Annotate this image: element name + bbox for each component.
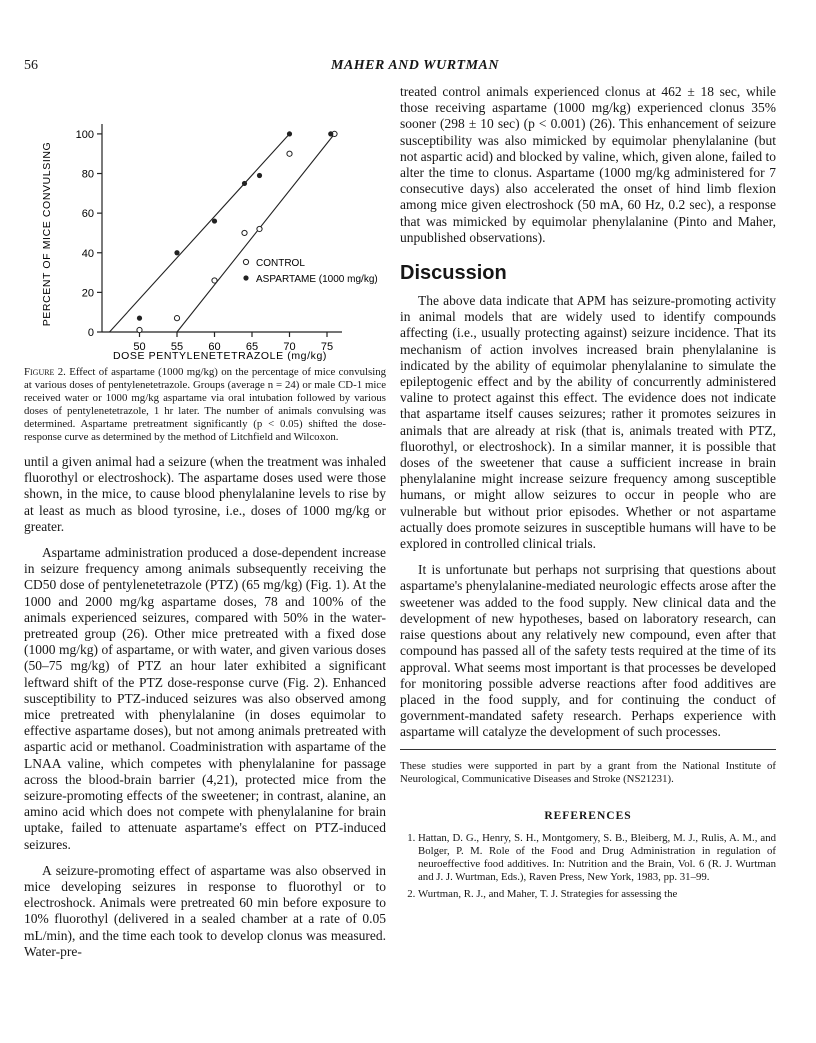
reference-item: 1. Hattan, D. G., Henry, S. H., Montgomery, S. B., Bleiberg, M. J., Rulis, A. M., and Bolger, P. M. Role of the Food and Drug Administration in regulation of neuroeffective food additives. In: Nutrition and the Brain, Vol. 6 (R. J. Wurtman and J. J. Wurtman, Eds.), Raven Press, New York, 1983, pp. 31–99. <box>418 832 776 884</box>
paragraph: The above data indicate that APM has seizure-promoting activity in animal models that are widely used to identify compounds affecting (i.e., usually protecting against) seizure incidence. That its mechanism of action involves increased brain phenylalanine is indicated by the ability of equimolar phenylalanine to simulate the epileptogenic effect and by the ability of concurrently administered valine to protect against this effect. The evidence does not indicate that aspartame itself causes seizures; rather it promotes seizures in animals that are already at risk (that is, animals treated with PTZ, fluorothyl, or electroshock). In a similar manner, it is possible that doses of the sweetener that cause a sufficient increase in brain phenylalanine might increase seizure frequency among susceptible humans, or might allow seizures to occur in people who are vulnerable but without prior episodes. Whether or not aspartame actually does promote seizures in susceptible humans will have to be explored in controlled clinical trials. <box>400 293 776 552</box>
x-axis-label: DOSE PENTYLENETETRAZOLE (mg/kg) <box>112 350 328 362</box>
acknowledgment: These studies were supported in part by a grant from the National Institute of Neurological, Communicative Diseases and Stroke (NS21231). <box>400 749 776 786</box>
y-tick-label: 0 <box>87 327 94 339</box>
references-heading: REFERENCES <box>544 809 632 822</box>
x-tick-label: 65 <box>245 341 259 353</box>
aspartame-data-point <box>328 131 333 136</box>
legend-control-label: CONTROL <box>256 258 305 269</box>
paragraph: It is unfortunate but perhaps not surprising that questions about aspartame's phenylalanine-mediated neurologic effects arose after the sweetener was added to the food supply. New clinical data and the development of new hypotheses, based on laboratory research, can raise questions about any relatively new compound, even after that compound has passed all of the safety tests required at the time of its approval. What seems most important is that processes be developed for monitoring possible adverse reactions after food additives are placed in the food supply, and for continuing the conduct of government-mandated safety research. Perhaps experience with aspartame will catalyze the development of such processes. <box>400 562 776 740</box>
control-fit-line <box>177 134 335 332</box>
reference-item: 2. Wurtman, R. J., and Maher, T. J. Strategies for assessing the <box>418 888 776 901</box>
y-tick-label: 40 <box>81 247 94 260</box>
right-column <box>400 84 776 905</box>
aspartame-data-point <box>257 173 262 178</box>
section-heading-discussion: Discussion <box>400 262 507 285</box>
dose-response-chart <box>24 84 386 364</box>
left-column <box>24 84 386 960</box>
page-number: 56 <box>24 58 38 73</box>
x-tick-label: 55 <box>170 341 184 353</box>
y-tick-label: 80 <box>81 168 94 181</box>
caption-label: Figure 2. <box>24 366 66 378</box>
legend-control-marker <box>243 259 248 264</box>
control-data-point <box>242 230 247 235</box>
x-tick-label: 75 <box>320 341 334 353</box>
legend-aspartame-marker <box>243 275 248 280</box>
paragraph: until a given animal had a seizure (when the treatment was inhaled fluorothyl or electroshock). The aspartame doses used were those shown, in the mice, to cause blood phenylalanine levels to rise by at least as much as blood tyrosine, i.e., doses of 1000 mg/kg or greater. <box>24 454 386 534</box>
control-data-point <box>287 151 292 156</box>
x-tick-label: 50 <box>133 341 146 353</box>
legend-aspartame-label: ASPARTAME (1000 mg/kg) <box>256 274 378 285</box>
control-data-point <box>212 278 217 283</box>
aspartame-data-point <box>174 250 179 255</box>
y-tick-label: 60 <box>81 208 94 221</box>
aspartame-data-point <box>212 218 217 223</box>
legend <box>243 258 377 285</box>
figure-caption <box>24 366 386 444</box>
control-data-point <box>137 327 142 332</box>
paragraph: treated control animals experienced clonus at 462 ± 18 sec, while those receiving aspartame (1000 mg/kg) experienced clonus 35% sooner (298 ± 10 sec) (p < 0.001) (26). This enhancement of seizure susceptibility was also mimicked by equimolar phenylalanine (but not aspartic acid) and blocked by valine, which, given alone, failed to alter the time to clonus. Aspartame (1000 mg/kg administered for 7 consecutive days) also accelerated the onset of hind limb flexion among mice given electroshock (50 mA, 60 Hz, 0.2 sec), a response that was mimicked by equimolar phenylalanine (Pinto and Maher, unpublished observations). <box>400 84 776 245</box>
caption-text: Effect of aspartame (1000 mg/kg) on the percentage of mice convulsing at various doses of pentylenetetrazole. Groups (average n = 24) or male CD-1 mice received water or 1000 mg/kg aspartame via oral intubation followed by various doses of pentylenetetrazole, 1 hr later. The number of animals convulsing was determined. Aspartame pretreatment significantly (p < 0.05) shifted the dose-response curve as determined by the method of Litchfield and Wilcoxon. <box>24 366 387 443</box>
running-head: MAHER AND WURTMAN <box>331 58 499 73</box>
control-data-point <box>174 316 179 321</box>
aspartame-data-point <box>287 131 292 136</box>
y-tick-label: 20 <box>81 287 94 300</box>
figure-2 <box>24 84 386 364</box>
aspartame-data-point <box>242 181 247 186</box>
paragraph: A seizure-promoting effect of aspartame was also observed in mice developing seizures in response to fluorothyl or to electroshock. Animals were pretreated 60 min before exposure to 10% fluorothyl (delivered in a sealed chamber at a rate of 0.05 mL/min), and the time each took to develop clonus was measured. Water-pre- <box>24 862 386 959</box>
aspartame-fit-line <box>110 134 290 332</box>
control-data-point <box>257 226 262 231</box>
x-tick-label: 60 <box>208 341 221 353</box>
y-axis-label: PERCENT OF MICE CONVULSING <box>41 141 53 327</box>
reference-list <box>400 832 776 901</box>
paragraph: Aspartame administration produced a dose-dependent increase in seizure frequency among animals subsequently receiving the CD50 dose of pentylenetetrazole (PTZ) (65 mg/kg) (Fig. 1). At the 1000 and 2000 mg/kg aspartame doses, 78 and 100% of the animals experienced seizures, compared with 50% in the water-pretreated group (26). Other mice pretreated with a fixed dose (1000 mg/kg) of aspartame, or with water, and given various doses (50–75 mg/kg) of PTZ an hour later exhibited a significant leftward shift of the PTZ dose-response curve (Fig. 2). Enhanced susceptibility to PTZ-induced seizures was also observed among mice pretreated with phenylalanine (in doses equimolar to effective aspartame doses), but not among animals pretreated with aspartic acid or methanol. Coadministration with aspartame of the LNAA valine, which competes with phenylalanine for passage across the blood-brain barrier (4,21), protected mice from the seizure-promoting effects of the sweetener; in contrast, alanine, an amino acid which does not compete with phenylalanine for brain uptake, failed to attenuate aspartame's effect on PTZ-induced seizures. <box>24 545 386 852</box>
aspartame-data-point <box>137 316 142 321</box>
x-tick-label: 70 <box>283 341 296 353</box>
y-tick-label: 100 <box>75 128 94 141</box>
